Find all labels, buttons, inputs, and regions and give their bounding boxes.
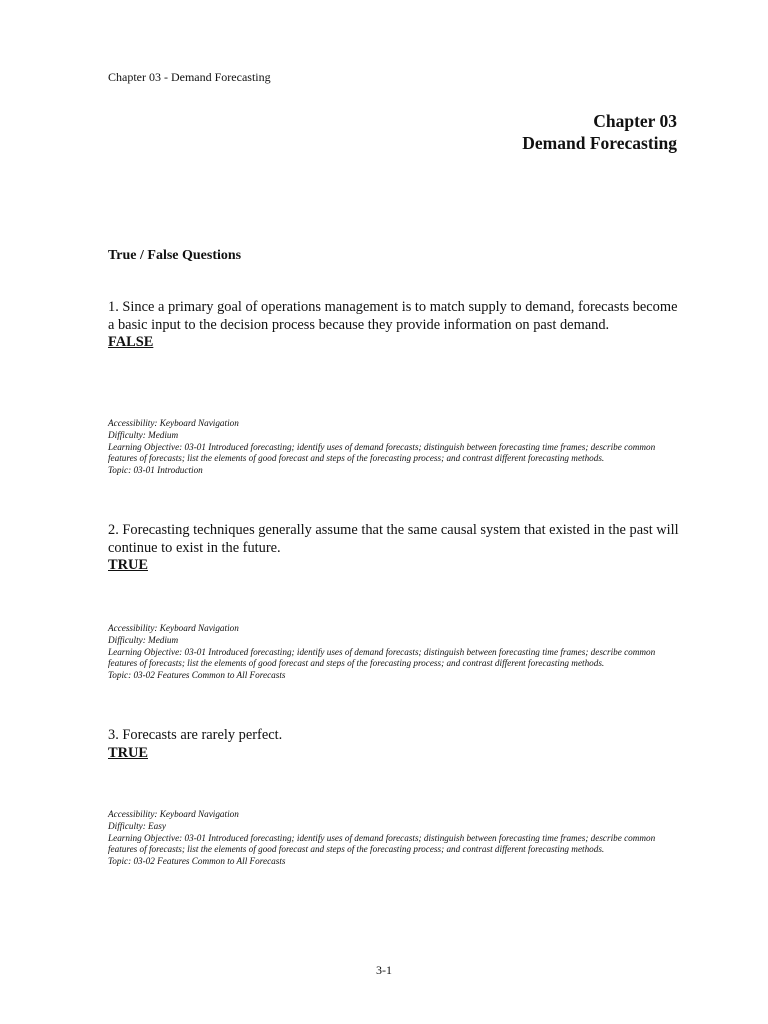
question-1-metadata: [108, 418, 683, 477]
question-2-metadata: [108, 623, 683, 682]
chapter-name: Demand Forecasting: [522, 133, 677, 153]
meta-accessibility: Accessibility: Keyboard Navigation: [108, 418, 239, 428]
meta-difficulty: Difficulty: Easy: [108, 820, 166, 831]
running-header: Chapter 03 - Demand Forecasting: [108, 70, 271, 84]
question-3: [108, 727, 683, 762]
question-text: 3. Forecasts are rarely perfect.: [108, 727, 283, 743]
question-text: 1. Since a primary goal of operations management is to match supply to demand, forecasts become a basic input to the decision process because they provide information on past demand.: [108, 299, 678, 333]
meta-topic: Topic: 03-01 Introduction: [108, 465, 203, 476]
meta-difficulty: Difficulty: Medium: [108, 429, 179, 440]
meta-topic: Topic: 03-02 Features Common to All Forecasts: [108, 856, 286, 867]
section-heading: True / False Questions: [108, 248, 242, 263]
question-2: [108, 522, 683, 575]
question-3-metadata: [108, 809, 683, 868]
meta-accessibility: Accessibility: Keyboard Navigation: [108, 809, 239, 819]
meta-topic: Topic: 03-02 Features Common to All Forecasts: [108, 670, 286, 681]
chapter-title: [522, 110, 677, 154]
meta-difficulty: Difficulty: Medium: [108, 634, 179, 645]
meta-learning-objective: Learning Objective: 03-01 Introduced forecasting; identify uses of demand forecasts; distinguish between forecasting time frames; describe common features of forecasts; list the elements of good forecast and steps of the forecasting process; and contrast different forecasting methods.: [108, 646, 656, 669]
question-answer: TRUE: [108, 744, 148, 761]
question-1: [108, 299, 683, 352]
question-text: 2. Forecasting techniques generally assume that the same causal system that existed in the past will continue to exist in the future.: [108, 522, 679, 556]
question-answer: TRUE: [108, 557, 148, 573]
page-number: 3-1: [376, 963, 392, 977]
meta-learning-objective: Learning Objective: 03-01 Introduced forecasting; identify uses of demand forecasts; distinguish between forecasting time frames; describe common features of forecasts; list the elements of good forecast and steps of the forecasting process; and contrast different forecasting methods.: [108, 441, 656, 464]
meta-learning-objective: Learning Objective: 03-01 Introduced forecasting; identify uses of demand forecasts; distinguish between forecasting time frames; describe common features of forecasts; list the elements of good forecast and steps of the forecasting process; and contrast different forecasting methods.: [108, 832, 656, 855]
chapter-number: Chapter 03: [593, 111, 677, 131]
meta-accessibility: Accessibility: Keyboard Navigation: [108, 623, 239, 633]
question-answer: FALSE: [108, 334, 154, 350]
